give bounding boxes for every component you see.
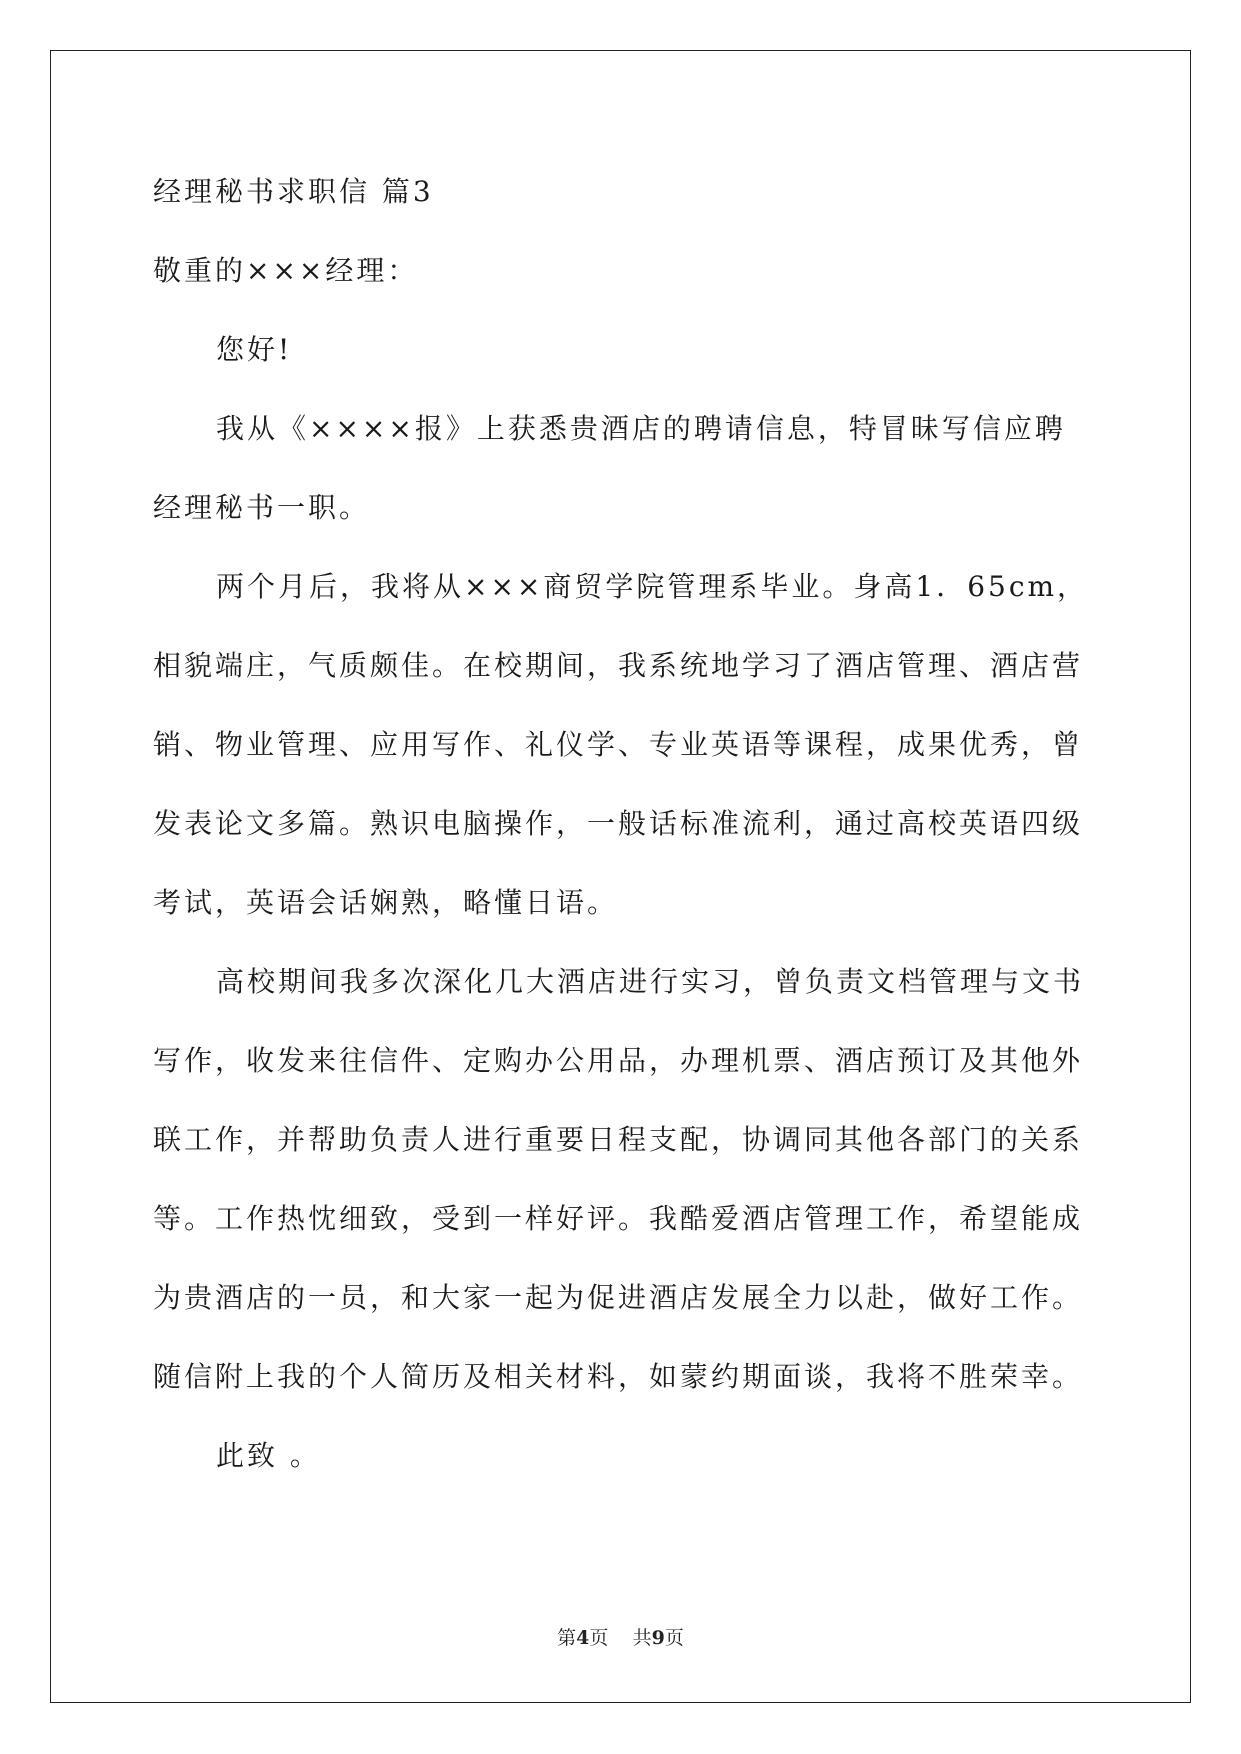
body-line: 写作，收发来往信件、定购办公用品，办理机票、酒店预订及其他外: [153, 1044, 1084, 1077]
body-line: 等。工作热忱细致，受到一样好评。我酷爱酒店管理工作，希望能成: [153, 1202, 1084, 1235]
body-line: 我从《××××报》上获悉贵酒店的聘请信息，特冒昧写信应聘: [216, 412, 1066, 445]
salutation: 敬重的×××经理：: [153, 254, 419, 287]
footer-page-number: 4: [576, 1627, 590, 1649]
body-line: 联工作，并帮助负责人进行重要日程支配，协调同其他各部门的关系: [153, 1123, 1084, 1156]
body-line: 两个月后，我将从×××商贸学院管理系毕业。身高1．65cm，: [216, 570, 1089, 603]
closing: 此致 。: [216, 1439, 321, 1472]
body-line: 销、物业管理、应用写作、礼仪学、专业英语等课程，成果优秀，曾: [153, 728, 1084, 761]
page-footer: [0, 1626, 1241, 1650]
greeting: 您好!: [216, 333, 293, 366]
body-line: 高校期间我多次深化几大酒店进行实习，曾负责文档管理与文书: [216, 965, 1085, 998]
body-line: 相貌端庄，气质颇佳。在校期间，我系统地学习了酒店管理、酒店营: [153, 649, 1084, 682]
body-line: 发表论文多篇。熟识电脑操作，一般话标准流利，通过高校英语四级: [153, 807, 1084, 840]
footer-total-pages: 9: [651, 1627, 665, 1649]
body-line: 经理秘书一职。: [153, 491, 371, 524]
letter-title: 经理秘书求职信 篇3: [153, 175, 434, 208]
footer-total-prefix: 共: [632, 1627, 652, 1649]
body-line: 随信附上我的个人简历及相关材料，如蒙约期面谈，我将不胜荣幸。: [153, 1360, 1084, 1393]
footer-prefix: 第: [557, 1627, 577, 1649]
body-line: 为贵酒店的一员，和大家一起为促进酒店发展全力以赴，做好工作。: [153, 1281, 1084, 1314]
footer-total-unit: 页: [664, 1627, 684, 1649]
body-line: 考试，英语会话娴熟，略懂日语。: [153, 886, 619, 919]
footer-page-unit: 页: [589, 1627, 609, 1649]
